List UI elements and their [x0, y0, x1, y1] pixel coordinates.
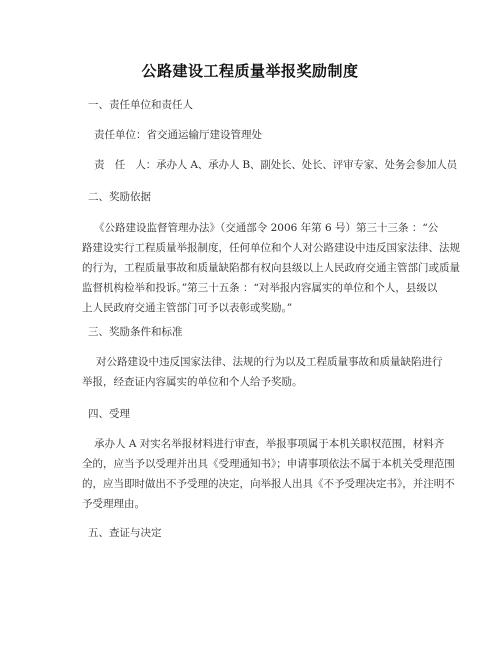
section-2-paragraph [82, 218, 460, 318]
section-4-heading: 四、受理 [88, 408, 130, 420]
paragraph-line: 举报，经查证内容属实的单位和个人给予奖励。 [82, 376, 303, 388]
paragraph-line: 上人民政府交通主管部门可予以表彰或奖励。” [82, 302, 293, 314]
paragraph-line: 路建设实行工程质量举报制度，任何单位和个人对公路建设中违反国家法律、法规 [82, 242, 460, 254]
section-3-heading: 三、奖励条件和标准 [88, 326, 183, 338]
section-5-heading: 五、查证与决定 [88, 527, 162, 539]
section-1-heading: 一、责任单位和责任人 [88, 99, 193, 111]
section-2-heading: 二、奖励依据 [88, 191, 151, 203]
paragraph-line: 对公路建设中违反国家法律、法规的行为以及工程质量事故和质量缺陷进行 [96, 356, 443, 368]
paragraph-line: 予受理理由。 [82, 498, 145, 510]
paragraph-line: 的，应当即时做出不予受理的决定，向举报人出具《不予受理决定书》，并注明不 [82, 478, 455, 490]
responsible-person-line: 责 任 人：承办人 A、承办人 B、副处长、处长、评审专家、处务会参加人员 [94, 159, 457, 171]
paragraph-line: 全的，应当予以受理并出具《受理通知书》；申请事项依法不属于本机关受理范围 [82, 458, 455, 470]
paragraph-line: 《公路建设监督管理办法》（交通部令 2006 年第 6 号）第三十三条 ：“公 [94, 222, 439, 234]
section-4-paragraph [82, 434, 455, 514]
paragraph-line: 监督机构检举和投诉。”第三十五条 ：“对举报内容属实的单位和个人，县级以 [82, 282, 438, 294]
document-title: 公路建设工程质量举报奖励制度 [141, 62, 359, 80]
paragraph-line: 的行为，工程质量事故和质量缺陷都有权向县级以上人民政府交通主管部门或质量 [82, 262, 460, 274]
section-3-paragraph [82, 352, 443, 392]
responsible-unit-line: 责任单位：省交通运输厅建设管理处 [94, 129, 262, 141]
paragraph-line: 承办人 A 对实名举报材料进行审查，举报事项属于本机关职权范围，材料齐 [94, 438, 445, 450]
